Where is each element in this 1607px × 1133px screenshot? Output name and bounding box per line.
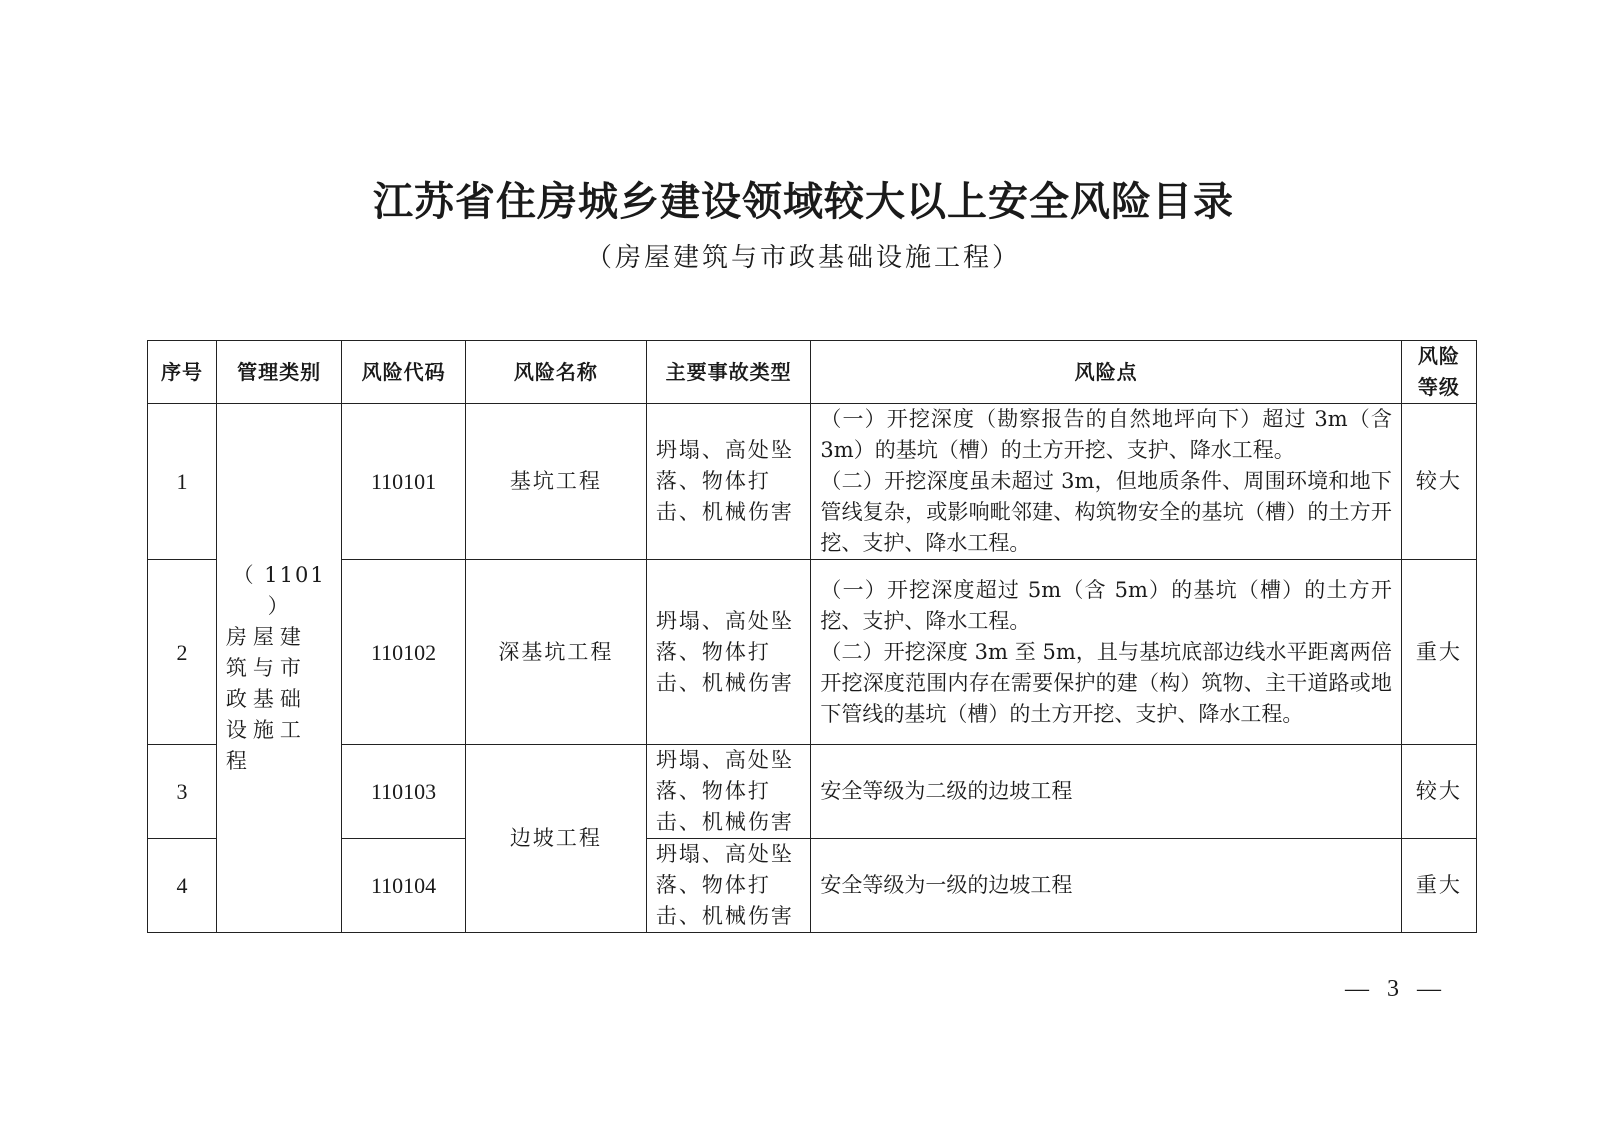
row-seq: 3 xyxy=(148,745,217,839)
accident-types: 坍塌、高处坠落、物体打击、机械伤害 xyxy=(646,404,811,560)
header-seq: 序号 xyxy=(148,341,217,404)
risk-code: 110101 xyxy=(342,404,465,560)
table-row xyxy=(148,745,1477,839)
risk-point-item: （二）开挖深度 3m 至 5m，且与基坑底部边线水平距离两倍开挖深度范围内存在需要保护的建（构）筑物、主干道路或地下管线的基坑（槽）的土方开挖、支护、降水工程。 xyxy=(820,639,1392,726)
row-seq: 4 xyxy=(148,839,217,933)
risk-code: 110103 xyxy=(342,745,465,839)
table-header xyxy=(148,341,1477,404)
risk-points xyxy=(811,560,1401,745)
risk-point-item: 安全等级为一级的边坡工程 xyxy=(820,873,1073,897)
category-code: （ 1101 ） xyxy=(232,562,326,618)
management-category-cell xyxy=(216,404,341,933)
row-seq: 1 xyxy=(148,404,217,560)
risk-code: 110104 xyxy=(342,839,465,933)
header-code: 风险代码 xyxy=(342,341,465,404)
page-number: — 3 — xyxy=(1345,976,1447,1002)
accident-types: 坍塌、高处坠落、物体打击、机械伤害 xyxy=(646,839,811,933)
table-row xyxy=(148,404,1477,560)
table-row xyxy=(148,560,1477,745)
risk-point-item: （二）开挖深度虽未超过 3m，但地质条件、周围环境和地下管线复杂，或影响毗邻建、构筑物安全的基坑（槽）的土方开挖、支护、降水工程。 xyxy=(820,469,1392,555)
risk-level: 重大 xyxy=(1401,560,1476,745)
table-row xyxy=(148,839,1477,933)
header-row xyxy=(148,341,1477,404)
risk-points xyxy=(811,404,1401,560)
header-accident: 主要事故类型 xyxy=(646,341,811,404)
risk-code: 110102 xyxy=(342,560,465,745)
accident-types: 坍塌、高处坠落、物体打击、机械伤害 xyxy=(646,560,811,745)
risk-name: 深基坑工程 xyxy=(465,560,646,745)
risk-point-item: 安全等级为二级的边坡工程 xyxy=(820,779,1073,803)
header-point: 风险点 xyxy=(811,341,1401,404)
header-level: 风险等级 xyxy=(1401,341,1476,404)
table-body xyxy=(148,404,1477,933)
risk-level: 较大 xyxy=(1401,404,1476,560)
risk-catalog-table xyxy=(147,340,1477,933)
header-category: 管理类别 xyxy=(216,341,341,404)
risk-name: 基坑工程 xyxy=(465,404,646,560)
risk-point-item: （一）开挖深度（勘察报告的自然地坪向下）超过 3m（含 3m）的基坑（槽）的土方开挖、支护、降水工程。 xyxy=(820,407,1392,462)
risk-points xyxy=(811,745,1401,839)
risk-point-item: （一）开挖深度超过 5m（含 5m）的基坑（槽）的土方开挖、支护、降水工程。 xyxy=(820,577,1392,633)
risk-level: 重大 xyxy=(1401,839,1476,933)
risk-level: 较大 xyxy=(1401,745,1476,839)
row-seq: 2 xyxy=(148,560,217,745)
accident-types: 坍塌、高处坠落、物体打击、机械伤害 xyxy=(646,745,811,839)
risk-name: 边坡工程 xyxy=(465,745,646,933)
document-title: 江苏省住房城乡建设领域较大以上安全风险目录 xyxy=(373,178,1234,225)
risk-points xyxy=(811,839,1401,933)
header-name: 风险名称 xyxy=(465,341,646,404)
category-name: 房屋建筑与市政基础设施工程 xyxy=(225,624,307,773)
document-subtitle: （房屋建筑与市政基础设施工程） xyxy=(585,243,1021,273)
